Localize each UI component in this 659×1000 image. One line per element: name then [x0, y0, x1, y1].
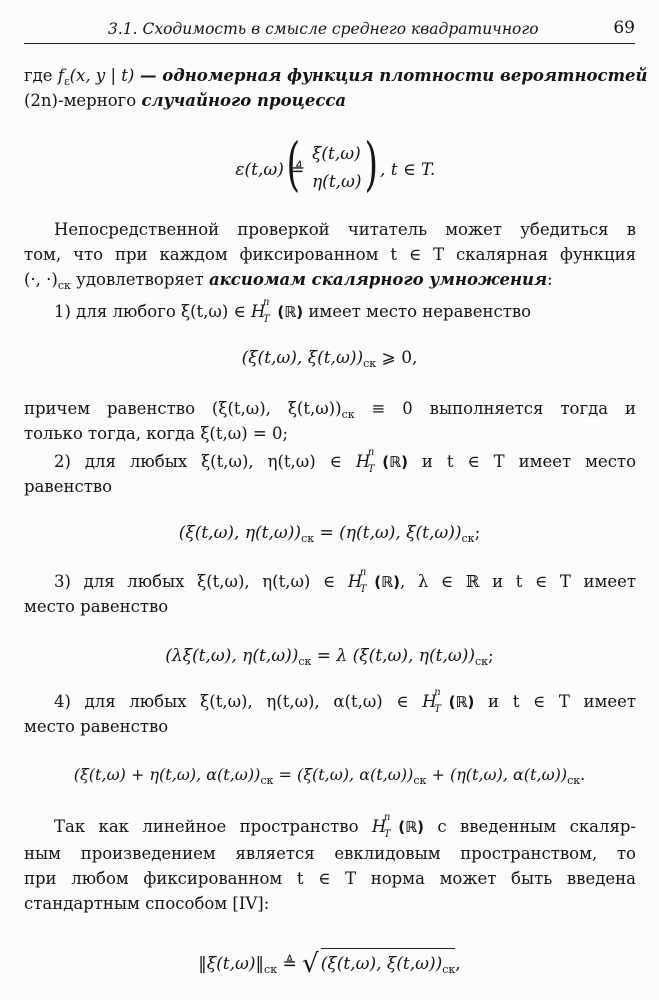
formula-additivity: (ξ(t,ω) + η(t,ω), $\alpha(t,\omega))_{ск} = (\xi(t,\omega)$, $\alpha(t,\omega))_{ск} + (\eta(t,\omega)$, $\alpha(t,\omega))_{ск}$. — [73, 765, 586, 787]
formula-vector: ε(t,ω) ≜ — [235, 160, 304, 180]
sqrt-sign: √ — [302, 949, 319, 979]
text-line: место равенство — [24, 597, 169, 616]
text-line: только тогда, когда ξ(t,ω) = 0; — [24, 424, 289, 443]
formula-norm: $‖\xi(t,\omega)‖_{ск}$ ≜ √ (ξ(t,ω), $\xi(t,\omega))_{ск}$, — [0, 948, 659, 983]
text-line: стандартным способом [IV]: — [24, 894, 270, 913]
text-line: ным произведением является евклидовым пространством, то — [24, 844, 636, 863]
formula-symmetry: (ξ(t,ω), $\eta(t,\omega))_{ск} = (\eta(t,\omega)$, $\xi(t,\omega))_{ск}$; — [178, 523, 481, 545]
text-line: том, что при каждом фиксированном t ∈ T скалярная функция — [24, 245, 636, 264]
text-line: причем равенство (ξ(t,ω), $\xi(t,\omega))_{ск} \equiv 0$ выполняется тогда и — [24, 399, 636, 421]
text-line: равенство — [24, 477, 113, 496]
formula-inequality: (ξ(t,ω), $\xi(t,\omega))_{ск}$ ⩾ 0, — [241, 348, 418, 370]
text-line: Непосредственной проверкой читатель может убедиться в — [54, 220, 636, 239]
formula-vector-matrix: ( ξ(t,ω) η(t,ω) ) — [286, 130, 379, 198]
header-title: 3.1. Сходимость в смысле среднего квадратичного — [108, 20, 539, 38]
header-rule — [24, 43, 635, 44]
text-line: при любом фиксированном t ∈ T норма может быть введена — [24, 869, 636, 888]
text-line: (2n)-мерного случайного процесса — [24, 91, 347, 110]
axiom-2: 2) для любых ξ(t,ω), η(t,ω) ∈ H n T (ℝ) и t ∈ T имеет место — [54, 447, 636, 475]
text-line: (·, $\cdot)_{ск}$ удовлетворяет аксиомам скалярного умножения: — [24, 270, 553, 292]
text-line: где $f_\varepsilon(x$, y | t) — одномерная функция плотности вероятностей — [24, 66, 648, 88]
formula-homogeneity: (λξ(t,ω), $\eta(t,\omega))_{ск} = \lambda$ (ξ(t,ω), $\eta(t,\omega))_{ск}$; — [165, 646, 494, 668]
page-number: 69 — [613, 18, 635, 38]
formula-vector-tail: , t ∈ T. — [380, 160, 436, 180]
axiom-4: 4) для любых ξ(t,ω), η(t,ω), α(t,ω) ∈ H n T (ℝ) и t ∈ T имеет — [54, 687, 636, 715]
axiom-3: 3) для любых ξ(t,ω), η(t,ω) ∈ H n T (ℝ), λ ∈ ℝ и t ∈ T имеет — [54, 567, 636, 595]
text-line: Так как линейное пространство H n T (ℝ) с введенным скаляр- — [54, 812, 636, 840]
running-header — [24, 18, 635, 42]
axiom-1: 1) для любого ξ(t,ω) ∈ H n T (ℝ) имеет место неравенство — [54, 297, 532, 325]
text-line: место равенство — [24, 717, 169, 736]
